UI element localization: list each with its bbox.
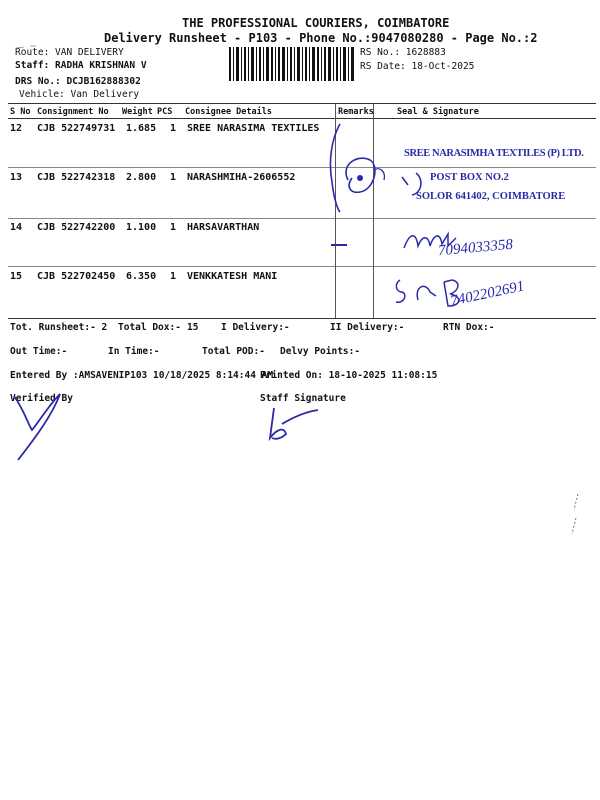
cell-weight: 2.800 [126, 172, 157, 183]
staff-signature-label: Staff Signature [260, 393, 346, 404]
cell-weight: 6.350 [126, 271, 157, 282]
corner-mark [14, 42, 54, 52]
verified-signature [10, 390, 70, 465]
rs-date: RS Date: 18-Oct-2025 [360, 61, 475, 72]
cell-weight: 1.100 [126, 222, 157, 233]
printed-on: Printed On: 18-10-2025 11:08:15 [260, 370, 438, 381]
row-divider [8, 167, 596, 168]
out-time: Out Time:- [10, 346, 68, 357]
verified-by-label: Verified By [10, 393, 73, 404]
company-stamp-line1: SREE NARASIMHA TEXTILES (P) LTD. [404, 148, 584, 159]
row-divider [8, 218, 596, 219]
col-header-weight: Weight [122, 107, 153, 117]
cell-consignment: CJB 522742200 [37, 222, 116, 233]
delvy-points: Delvy Points:- [280, 346, 361, 357]
table-top-rule [8, 103, 596, 104]
barcode [229, 47, 355, 81]
company-stamp-line2: POST BOX NO.2 [430, 172, 509, 183]
cell-sno: 12 [10, 123, 23, 134]
cell-consignee: VENKKATESH MANI [187, 271, 278, 282]
margin-mark [564, 490, 584, 540]
col-header-consignment: Consignment No [37, 107, 109, 117]
route-label: Route: VAN DELIVERY [15, 47, 124, 58]
row14-handwritten-phone: 7094033358 [437, 236, 514, 260]
cell-pcs: 1 [170, 123, 177, 134]
total-runsheet: Tot. Runsheet:- 2 [10, 322, 108, 333]
cell-pcs: 1 [170, 172, 177, 183]
cell-consignee: HARSAVARTHAN [187, 222, 260, 233]
entered-by: Entered By :AMSAVENIP103 10/18/2025 8:14:44 AM [10, 370, 274, 381]
row-divider [8, 266, 596, 267]
cell-sno: 15 [10, 271, 23, 282]
rtn-dox: RTN Dox:- [443, 322, 495, 333]
total-dox-label: Total Dox:- [118, 322, 181, 333]
i-delivery: I Delivery:- [221, 322, 290, 333]
cell-consignment: CJB 522702450 [37, 271, 116, 282]
staff-label: Staff: RADHA KRISHNAN V [15, 60, 147, 71]
cell-consignment: CJB 522749731 [37, 123, 116, 134]
cell-sno: 13 [10, 172, 23, 183]
col-header-sno: S No [10, 107, 31, 117]
vehicle-label: Vehicle: Van Delivery [19, 89, 140, 100]
stamp-scribble [394, 165, 434, 205]
in-time: In Time:- [108, 346, 160, 357]
company-stamp-line3: SOLOR 641402, COIMBATORE [416, 191, 566, 202]
cell-sno: 14 [10, 222, 23, 233]
remarks-signature-scribble [318, 120, 400, 220]
col-header-consignee: Consignee Details [185, 107, 272, 117]
staff-signature-mark [262, 404, 322, 444]
cell-pcs: 1 [170, 271, 177, 282]
ii-delivery: II Delivery:- [330, 322, 405, 333]
cell-consignee: SREE NARASIMA TEXTILES [187, 123, 320, 134]
cell-consignee: NARASHMIHA-2606552 [187, 172, 296, 183]
table-header-rule [8, 118, 596, 119]
table-bottom-rule [8, 318, 596, 319]
cell-pcs: 1 [170, 222, 177, 233]
company-title: THE PROFESSIONAL COURIERS, COIMBATORE [182, 16, 450, 30]
drs-label: DRS No.: DCJB162888302 [15, 76, 141, 87]
col-header-pcs: PCS [157, 107, 173, 117]
col-header-remarks: Remarks [338, 107, 374, 117]
col-header-seal: Seal & Signature [397, 107, 479, 117]
rs-number: RS No.: 1628883 [360, 47, 446, 58]
runsheet-subtitle: Delivery Runsheet - P103 - Phone No.:9047080280 - Page No.:2 [104, 31, 538, 45]
remarks-dash-mark [331, 244, 347, 246]
total-dox-value: 15 [187, 322, 199, 333]
cell-weight: 1.685 [126, 123, 157, 134]
cell-consignment: CJB 522742318 [37, 172, 116, 183]
total-pod: Total POD:- [202, 346, 265, 357]
row15-handwritten-phone: 7402202691 [449, 278, 526, 310]
